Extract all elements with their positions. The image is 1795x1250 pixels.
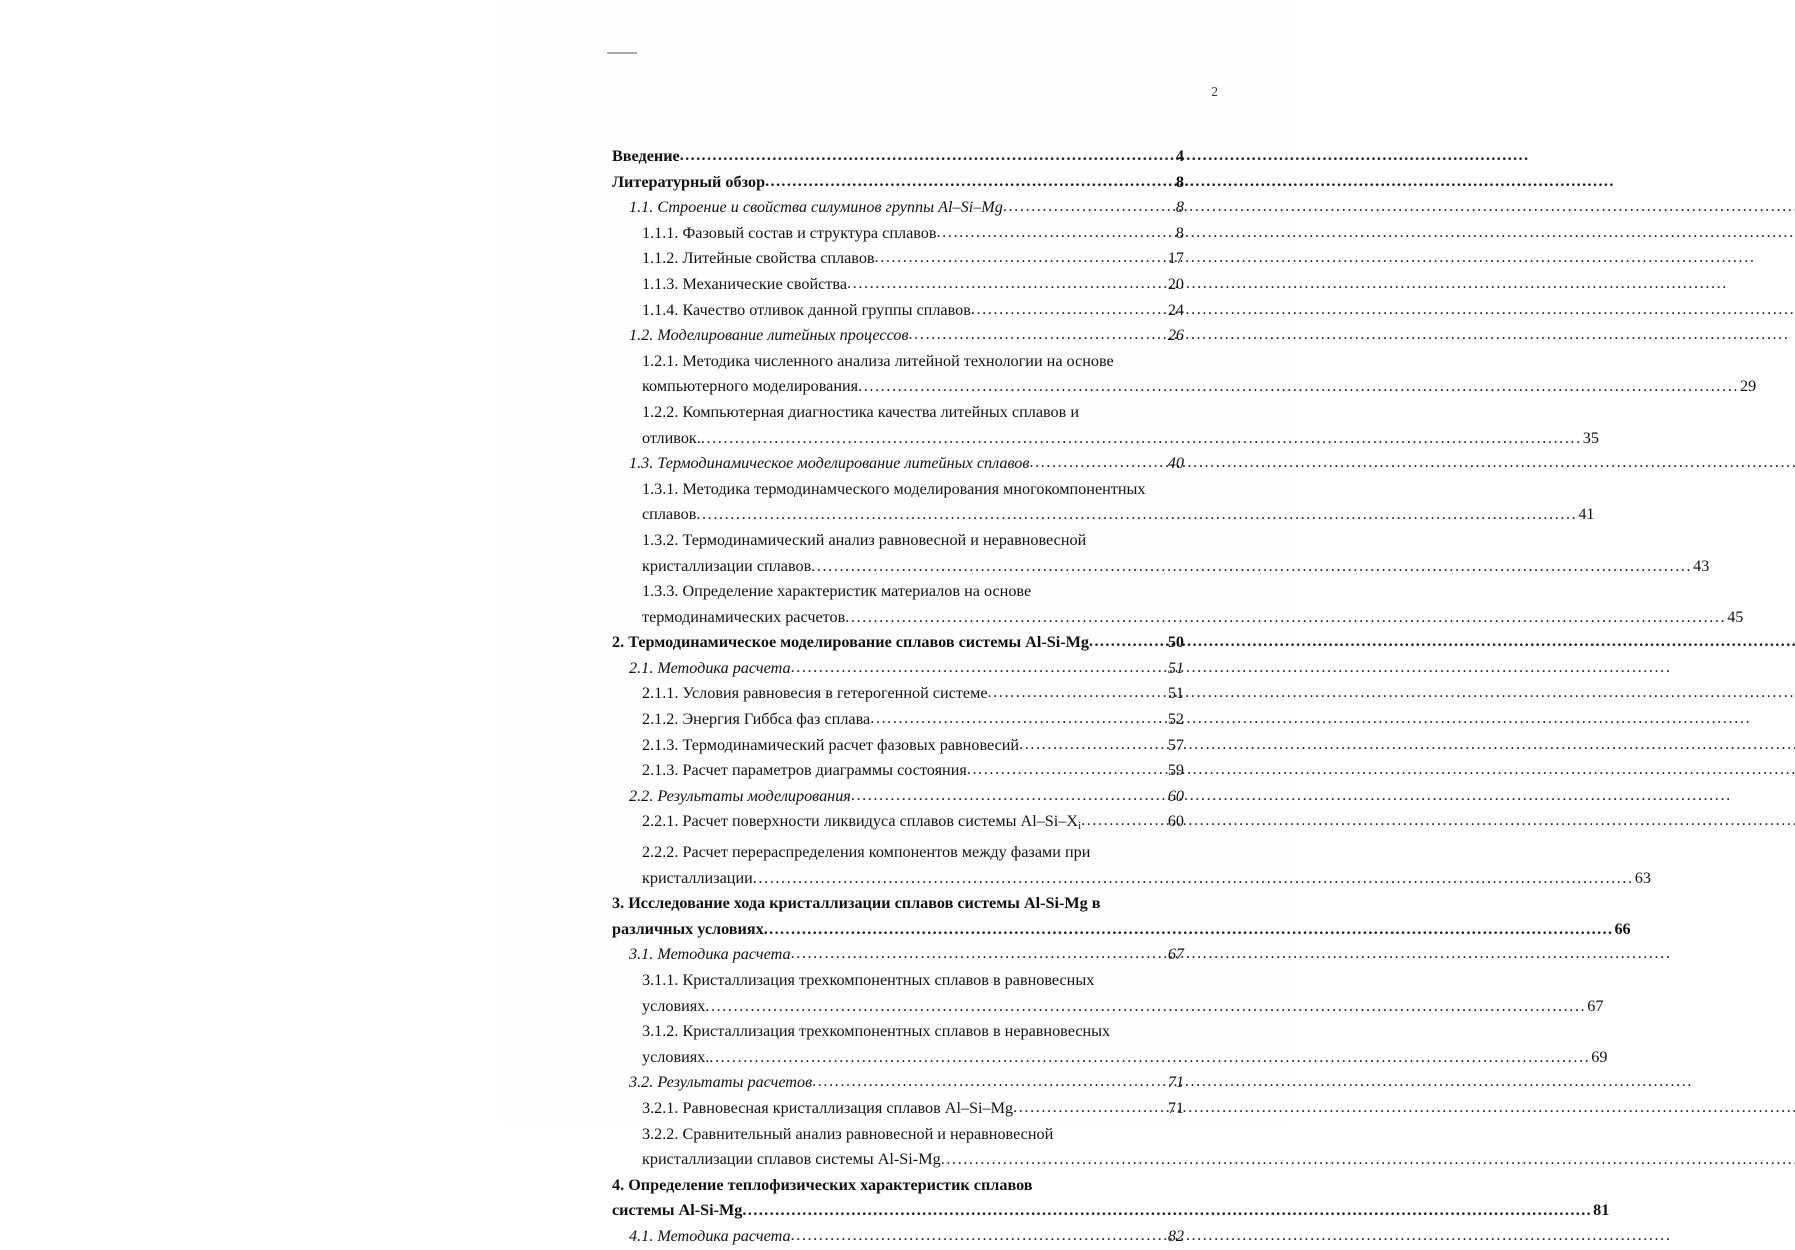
toc-entry[interactable] <box>612 144 1184 170</box>
leader-dots <box>812 1069 1167 1095</box>
leader-dots <box>937 220 1175 246</box>
toc-entry-page-number: 8 <box>1175 198 1184 217</box>
leader-dots <box>1013 1095 1167 1121</box>
toc-entry-line2 <box>642 502 1595 528</box>
toc-entry-page-number: 43 <box>1693 556 1710 575</box>
toc-entry[interactable] <box>629 1070 1184 1096</box>
toc-entry-line2 <box>642 994 1604 1020</box>
toc-entry-page-number: 60 <box>1167 786 1184 805</box>
table-of-contents <box>612 144 1757 1250</box>
toc-entry[interactable] <box>642 1096 1184 1122</box>
toc-entry-title-line1: 3.2.2. Сравнительный анализ равновесной и неравновесной <box>642 1124 1054 1143</box>
toc-entry-line <box>642 681 1184 707</box>
toc-entry[interactable] <box>642 477 1595 528</box>
toc-entry[interactable] <box>629 451 1184 477</box>
toc-entry-title: 1.3. Термодинамическое моделирование литейных сплавов <box>629 454 1030 473</box>
toc-entry-page-number: 24 <box>1167 300 1184 319</box>
toc-entry-page-number: 71 <box>1167 1073 1184 1092</box>
toc-entry-line2 <box>642 1147 1184 1173</box>
leader-dots <box>705 997 1586 1015</box>
leader-dots <box>845 608 1726 626</box>
toc-entry[interactable] <box>642 809 1184 840</box>
toc-entry-title: 1.1. Строение и свойства силуминов группы Al–Si–Mg <box>629 198 1003 217</box>
toc-entry-title: 2.1.3. Расчет параметров диаграммы состояния <box>642 761 967 780</box>
toc-entry-title: кристаллизации сплавов <box>642 556 812 575</box>
leader-dots <box>791 655 1167 681</box>
toc-entry-page-number: 51 <box>1167 658 1184 677</box>
toc-entry-title: 2.1. Методика расчета <box>629 658 791 677</box>
subscript-glyph: i <box>1078 820 1082 833</box>
leader-dots <box>791 1223 1167 1249</box>
toc-entry[interactable] <box>642 579 1744 630</box>
toc-entry-page-number: 17 <box>1167 249 1184 268</box>
toc-entry-line2 <box>642 866 1651 892</box>
toc-entry-line <box>642 707 1184 733</box>
toc-entry-page-number: 50 <box>1167 633 1184 652</box>
toc-entry[interactable] <box>642 1019 1608 1070</box>
leader-dots <box>875 245 1167 271</box>
leader-dots <box>941 1150 1795 1168</box>
toc-entry[interactable] <box>612 1173 1610 1224</box>
toc-entry-page-number: 45 <box>1727 607 1744 626</box>
toc-entry[interactable] <box>642 681 1184 707</box>
toc-entry[interactable] <box>612 170 1184 196</box>
toc-entry[interactable] <box>612 630 1184 656</box>
toc-entry-line <box>642 298 1184 324</box>
leader-dots <box>1019 732 1167 758</box>
toc-entry[interactable] <box>642 707 1184 733</box>
toc-entry-line <box>642 758 1184 784</box>
leader-dots <box>847 271 1167 297</box>
toc-entry[interactable] <box>642 221 1184 247</box>
toc-entry[interactable] <box>629 195 1184 221</box>
leader-dots <box>967 757 1167 783</box>
leader-dots <box>1029 450 1166 476</box>
toc-entry-page-number: 81 <box>1593 1201 1610 1220</box>
toc-entry-page-number: 69 <box>1591 1047 1608 1066</box>
toc-entry-title: условиях <box>642 996 706 1015</box>
leader-dots <box>764 920 1614 938</box>
toc-entry-title: 2.2. Результаты моделирования <box>629 786 851 805</box>
toc-entry-title-line1: 1.3.1. Методика термодинамческого моделирования многокомпонентных <box>642 479 1146 498</box>
toc-entry-title-line1: 3.1.1. Кристаллизация трехкомпонентных сплавов в равновесных <box>642 970 1095 989</box>
toc-entry-title: 4.1. Методика расчета <box>629 1226 791 1245</box>
toc-entry-line2 <box>642 554 1710 580</box>
toc-entry-title-line1: 2.2.2. Расчет перераспределения компонентов между фазами при <box>642 843 1091 862</box>
toc-entry-page-number: 82 <box>1167 1226 1184 1245</box>
leader-dots <box>851 783 1167 809</box>
leader-dots <box>1089 629 1167 655</box>
toc-entry[interactable] <box>629 784 1184 810</box>
toc-entry-line <box>629 195 1184 221</box>
toc-entry-title: сплавов <box>642 505 697 524</box>
toc-entry-page-number: 67 <box>1167 945 1184 964</box>
toc-entry-page-number: 51 <box>1167 684 1184 703</box>
toc-entry-title: 1.1.1. Фазовый состав и структура сплавов <box>642 223 937 242</box>
toc-entry-title: 3.2.1. Равновесная кристаллизация сплавов Al–Si–Mg <box>642 1098 1014 1117</box>
toc-entry[interactable] <box>642 968 1604 1019</box>
toc-entry-line2 <box>612 1198 1610 1224</box>
toc-entry-title-line1: 3.1.2. Кристаллизация трехкомпонентных сплавов в неравновесных <box>642 1022 1111 1041</box>
toc-entry-title: 2. Термодинамическое моделирование сплавов системы Al-Si-Mg <box>612 633 1089 652</box>
toc-entry[interactable] <box>629 1224 1184 1250</box>
toc-entry-page-number: 41 <box>1578 505 1595 524</box>
toc-entry-title-line1: 1.2.2. Компьютерная диагностика качества литейных сплавов и <box>642 402 1079 421</box>
toc-entry-title-line1: 1.2.1. Методика численного анализа литейной технологии на основе <box>642 351 1114 370</box>
toc-entry-page-number: 59 <box>1167 761 1184 780</box>
toc-entry-title: отливок. <box>642 428 701 447</box>
leader-dots <box>988 680 1167 706</box>
leader-dots <box>680 143 1175 169</box>
toc-entry-line <box>629 656 1184 682</box>
toc-entry-page-number: 67 <box>1587 996 1604 1015</box>
toc-entry-line2 <box>612 917 1631 943</box>
leader-dots <box>909 322 1167 348</box>
toc-entry-title: кристаллизации сплавов системы Al-Si-Mg <box>642 1150 941 1169</box>
toc-entry-line <box>642 272 1184 298</box>
leader-dots <box>791 941 1167 967</box>
toc-entry[interactable] <box>629 656 1184 682</box>
toc-entry-title: 3.2. Результаты расчетов <box>629 1073 813 1092</box>
toc-entry-page-number: 40 <box>1167 454 1184 473</box>
toc-entry-title-line1: 1.3.3. Определение характеристик материалов на основе <box>642 582 1032 601</box>
leader-dots <box>971 297 1167 323</box>
toc-entry-title-line1: 1.3.2. Термодинамический анализ равновесной и неравновесной <box>642 530 1087 549</box>
leader-dots <box>742 1201 1592 1219</box>
toc-entry-page-number: 4 <box>1175 147 1184 165</box>
toc-entry-line <box>629 942 1184 968</box>
toc-entry[interactable] <box>642 840 1651 891</box>
toc-entry-line <box>629 784 1184 810</box>
leader-dots <box>765 169 1175 195</box>
toc-entry[interactable] <box>642 733 1184 759</box>
toc-entry[interactable] <box>642 272 1184 298</box>
toc-entry-line <box>612 630 1184 656</box>
toc-entry-line <box>612 170 1184 196</box>
document-page <box>501 0 1757 1245</box>
toc-entry-title: 3.1. Методика расчета <box>629 945 791 964</box>
toc-entry-title-line1: 3. Исследование хода кристаллизации сплавов системы Al-Si-Mg в <box>612 894 1101 913</box>
toc-entry-line <box>629 451 1184 477</box>
toc-entry-page-number: 8 <box>1175 223 1184 242</box>
toc-entry-line <box>642 246 1184 272</box>
leader-dots <box>753 869 1634 887</box>
toc-entry-page-number: 60 <box>1167 812 1184 831</box>
leader-dots <box>811 557 1692 575</box>
toc-entry-title: 2.1.2. Энергия Гиббса фаз сплава <box>642 710 871 729</box>
toc-entry-page-number: 66 <box>1614 919 1631 938</box>
leader-dots <box>709 1048 1590 1066</box>
toc-entry-title: системы Al-Si-Mg <box>612 1201 743 1220</box>
toc-entry-line <box>629 323 1184 349</box>
toc-entry-page-number: 71 <box>1167 1098 1184 1117</box>
toc-entry[interactable] <box>642 1122 1184 1173</box>
toc-entry-line <box>642 809 1184 840</box>
toc-entry-title-line1: 4. Определение теплофизических характеристик сплавов <box>612 1175 1033 1194</box>
toc-entry-title: компьютерного моделирования <box>642 377 859 396</box>
page-number-folio: 2 <box>1211 84 1218 99</box>
toc-entry[interactable] <box>629 942 1184 968</box>
toc-entry-line <box>642 1096 1184 1122</box>
toc-entry-line <box>642 221 1184 247</box>
toc-entry-title: 1.2. Моделирование литейных процессов <box>629 326 909 345</box>
toc-entry-line2 <box>642 426 1599 452</box>
leader-dots <box>858 377 1739 395</box>
leader-dots <box>1081 808 1167 834</box>
toc-entry[interactable] <box>612 891 1631 942</box>
toc-entry-title: 1.1.2. Литейные свойства сплавов <box>642 249 875 268</box>
toc-entry-title: 2.2.1. Расчет поверхности ликвидуса сплавов системы $Al-Si-X_i$ <box>642 812 1082 833</box>
toc-entry-page-number: 52 <box>1167 710 1184 729</box>
toc-entry-title: термодинамических расчетов <box>642 607 846 626</box>
toc-entry-line <box>629 1070 1184 1096</box>
leader-dots <box>870 706 1167 732</box>
toc-entry-line2 <box>642 374 1757 400</box>
leader-dots <box>701 429 1582 447</box>
toc-entry-title: условиях. <box>642 1047 710 1066</box>
toc-entry-page-number: 20 <box>1167 274 1184 293</box>
toc-entry[interactable] <box>642 528 1710 579</box>
toc-entry[interactable] <box>629 323 1184 349</box>
toc-entry[interactable] <box>642 246 1184 272</box>
toc-entry-title: 1.1.4. Качество отливок данной группы сплавов <box>642 300 971 319</box>
toc-entry-page-number: 35 <box>1582 428 1599 447</box>
toc-entry[interactable] <box>642 298 1184 324</box>
toc-entry-line <box>612 144 1184 170</box>
toc-entry-page-number: 8 <box>1175 172 1184 191</box>
toc-entry-title: Введение <box>612 147 680 165</box>
toc-entry-line <box>642 733 1184 759</box>
scan-artifact-mark <box>607 52 637 54</box>
toc-entry-title: Литературный обзор <box>612 172 766 191</box>
toc-entry-line <box>629 1224 1184 1250</box>
toc-entry-line2 <box>642 1045 1608 1071</box>
toc-entry-title: различных условиях <box>612 919 764 938</box>
toc-entry-page-number: 63 <box>1634 868 1651 887</box>
toc-entry-title: 2.1.3. Термодинамический расчет фазовых равновесий <box>642 735 1020 754</box>
toc-entry[interactable] <box>642 758 1184 784</box>
leader-dots <box>696 505 1577 523</box>
toc-entry-page-number: 57 <box>1167 735 1184 754</box>
toc-entry-line2 <box>642 605 1744 631</box>
toc-entry-title: 2.1.1. Условия равновесия в гетерогенной системе <box>642 684 988 703</box>
toc-entry-page-number: 26 <box>1167 326 1184 345</box>
toc-entry-title: 1.1.3. Механические свойства <box>642 274 848 293</box>
toc-entry[interactable] <box>642 349 1757 400</box>
leader-dots <box>1003 194 1175 220</box>
toc-entry[interactable] <box>642 400 1599 451</box>
toc-entry-page-number: 29 <box>1740 377 1757 396</box>
toc-entry-title: кристаллизации <box>642 868 753 887</box>
